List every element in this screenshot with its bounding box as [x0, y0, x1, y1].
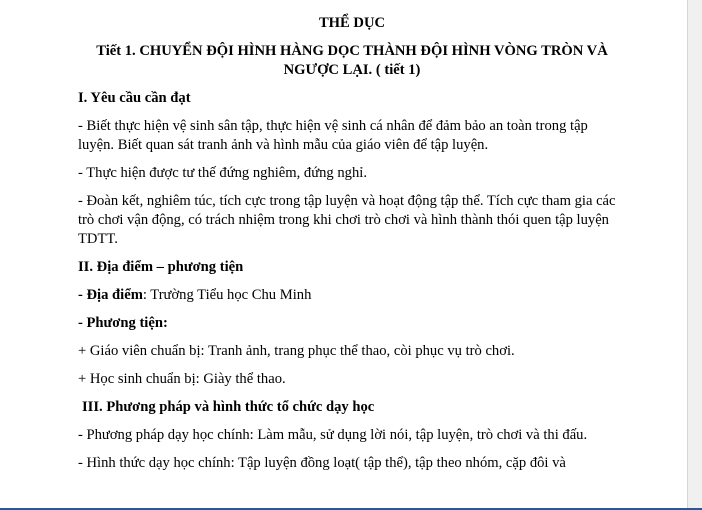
- location-line: [78, 286, 626, 305]
- document-title: THỂ DỤC: [318, 15, 386, 31]
- section-1-paragraph-1: - Biết thực hiện vệ sinh sân tập, thực hiện vệ sinh cá nhân để đảm bảo an toàn trong tập luyện. Biết quan sát tranh ảnh và hình mẫu của giáo viên để tập luyện.: [78, 118, 588, 153]
- student-preparation: + Học sinh chuẩn bị: Giày thể thao.: [78, 371, 286, 387]
- teacher-preparation: + Giáo viên chuẩn bị: Tranh ảnh, trang phục thể thao, còi phục vụ trò chơi.: [78, 343, 515, 359]
- document-content: [78, 14, 626, 482]
- section-3-heading: III. Phương pháp và hình thức tổ chức dạy học: [82, 399, 375, 415]
- location-label: - Địa điểm: [78, 287, 143, 303]
- equipment-line: [78, 314, 626, 333]
- equipment-label: - Phương tiện:: [78, 315, 168, 331]
- section-1-paragraph-3: - Đoàn kết, nghiêm túc, tích cực trong tập luyện và hoạt động tập thể. Tích cực tham gia các trò chơi vận động, có trách nhiệm trong khi chơi trò chơi và hình thành thói quen tập luyện TDTT.: [78, 193, 616, 247]
- lesson-title: Tiết 1. CHUYỂN ĐỘI HÌNH HÀNG DỌC THÀNH ĐỘI HÌNH VÒNG TRÒN VÀ NGƯỢC LẠI. ( tiết 1): [96, 43, 608, 78]
- location-value: : Trường Tiểu học Chu Minh: [142, 287, 312, 303]
- section-1-heading: I. Yêu cầu cần đạt: [78, 90, 191, 106]
- section-3-paragraph-1: - Phương pháp dạy học chính: Làm mẫu, sử dụng lời nói, tập luyện, trò chơi và thi đấu.: [78, 427, 588, 443]
- section-1-paragraph-2: - Thực hiện được tư thế đứng nghiêm, đứng nghỉ.: [78, 165, 367, 181]
- vertical-scrollbar[interactable]: [687, 0, 702, 508]
- section-3-paragraph-2: - Hình thức dạy học chính: Tập luyện đồng loạt( tập thể), tập theo nhóm, cặp đôi và: [78, 455, 566, 471]
- section-2-heading: II. Địa điểm – phương tiện: [78, 259, 244, 275]
